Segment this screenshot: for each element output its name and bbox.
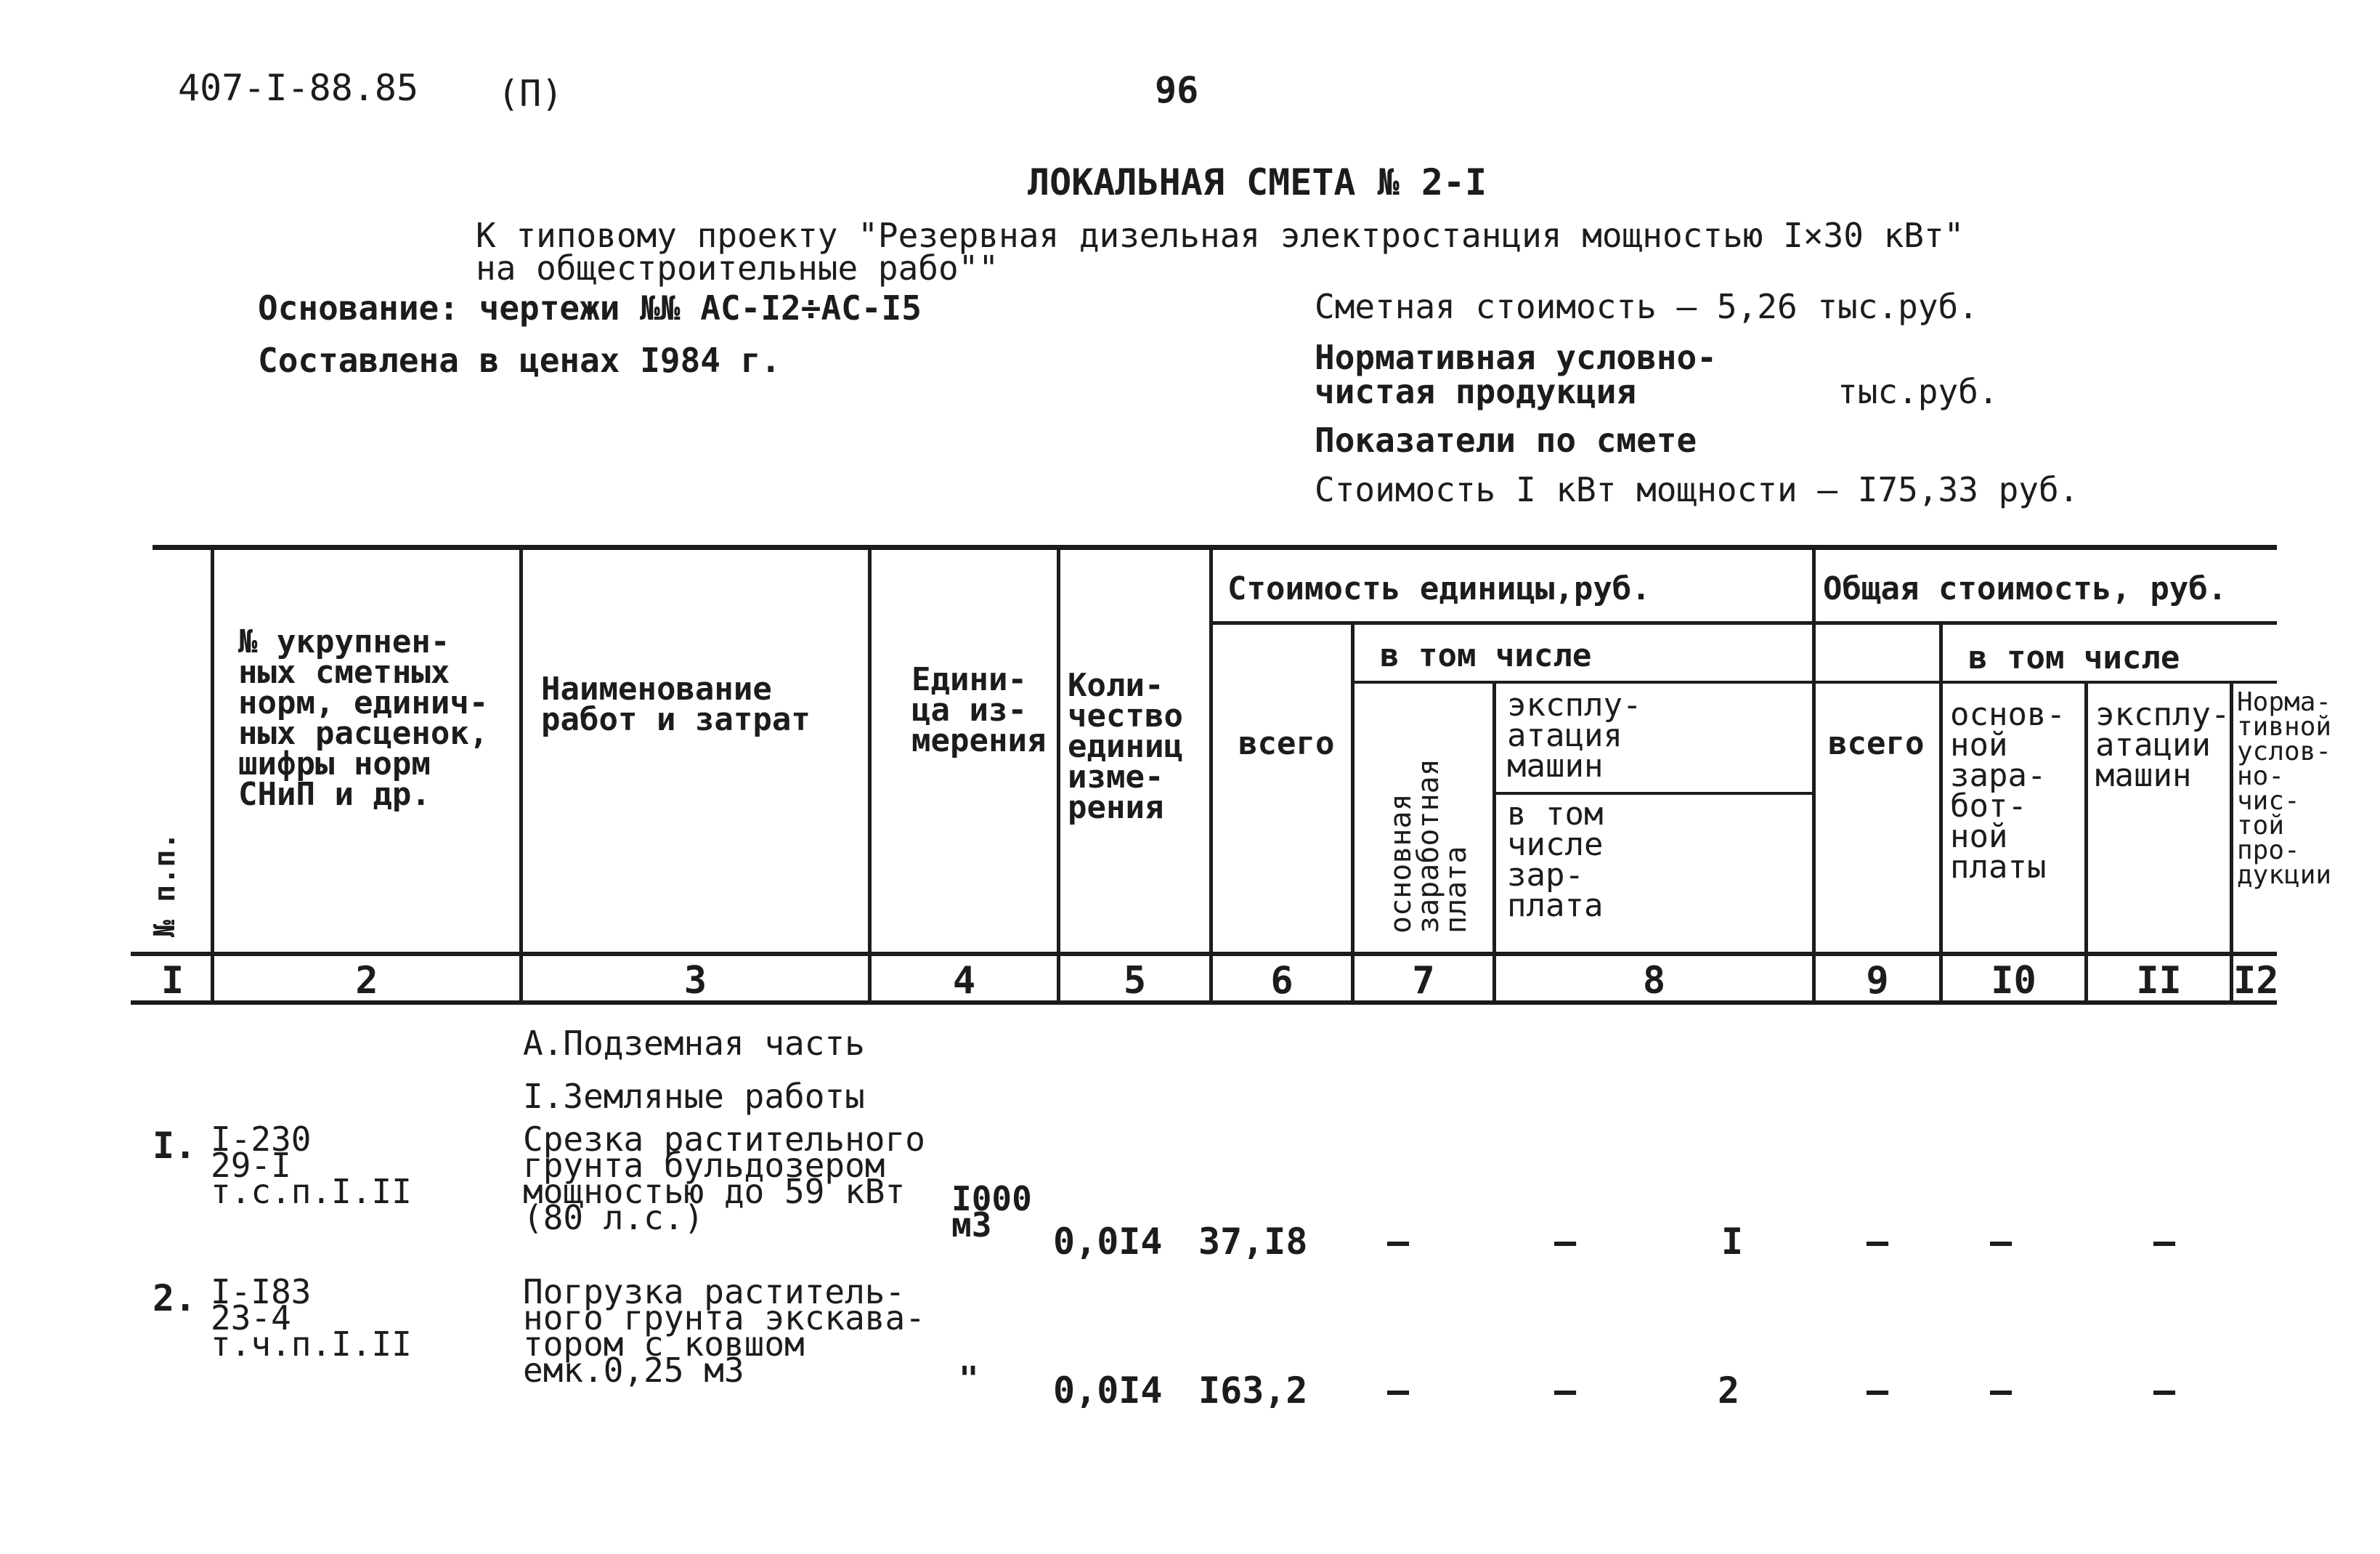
estimate-subtitle-2: на общестроительные рабо"" [476,248,999,288]
row-unit-total: I63,2 [1198,1369,1308,1412]
row-name: Срезка растительного грунта бульдозером мощностью до 59 кВт (80 л.с.) [523,1120,925,1237]
col-code-header: № укрупнен- ных сметных норм, единич- ных расценок, шифры норм СНиП и др. [238,623,489,813]
unit-cost-incl-header: в том числе [1380,637,1592,674]
row-total-machine: – [1990,1369,2013,1412]
row-unit-total: 37,I8 [1198,1221,1308,1263]
vline-4 [1057,545,1060,1003]
vline-3 [868,545,872,1003]
row-normative: – [2153,1369,2176,1412]
total-cost-incl-header: в том числе [1968,639,2180,676]
document-mark: (П) [497,73,564,115]
col-num-1: I [161,959,184,1003]
col-num-9: 9 [1866,959,1889,1003]
incl-rule-2 [1808,681,2277,684]
vline-8 [1812,545,1816,1003]
unit-cost-total-header: всего [1238,725,1335,762]
unit-cost-group-header: Стоимость единицы,руб. [1227,570,1651,607]
col-num-5: 5 [1123,959,1147,1003]
vline-6 [1351,621,1355,1003]
row-machine-op: – [1554,1221,1577,1263]
normative-label-2: чистая продукция [1315,372,1637,411]
col-total-machine-header: эксплу- атации машин [2095,696,2230,794]
row-total-machine: – [1990,1221,2013,1263]
col-unit-header: Едини- ца из- мерения [911,661,1047,759]
table-top-rule [153,545,2277,550]
row-total-base-salary: – [1867,1221,1889,1263]
total-cost-total-header: всего [1828,725,1925,762]
row-quantity: 0,0I4 [1053,1369,1163,1412]
col-num-4: 4 [952,959,976,1003]
col-base-salary-header: основная заработная плата [1384,758,1473,934]
row-base-salary: – [1387,1221,1410,1263]
estimate-subtitle-1: К типовому проекту "Резервная дизельная электростанция мощностью I×30 кВт" [476,216,1965,255]
basis-text: Основание: чертежи №№ АС-I2÷АС-I5 [258,288,922,328]
prices-text: Составлена в ценах I984 г. [258,341,781,380]
col-number-header: № п.п. [148,832,182,937]
cost-per-kw: Стоимость I кВт мощности – I75,33 руб. [1315,470,2079,509]
row-total: 2 [1718,1369,1740,1412]
col-num-3: 3 [683,959,707,1003]
row-number: 2. [153,1277,197,1319]
row-number: I. [153,1125,197,1167]
document-code: 407-I-88.85 [178,67,419,109]
col-num-8: 8 [1642,959,1666,1003]
col-num-10: I0 [1991,959,2036,1003]
section-part: А.Подземная часть [523,1024,865,1063]
vline-11 [2230,683,2233,1003]
row-total: I [1721,1221,1744,1263]
row-unit: I000 м3 [951,1179,1032,1245]
col-machine-salary-header: в том числе зар- плата [1507,796,1604,924]
incl-rule-1 [1351,681,1816,684]
vline-9 [1939,621,1943,1003]
col-machine-operation-header: эксплу- атация машин [1507,687,1642,785]
col-num-11: II [2136,959,2182,1003]
row-normative: – [2153,1221,2176,1263]
row-machine-op: – [1554,1369,1577,1412]
col-total-base-salary-header: основ- ной зара- бот- ной платы [1950,696,2066,886]
row-quantity: 0,0I4 [1053,1221,1163,1263]
total-cost-group-header: Общая стоимость, руб. [1823,570,2227,607]
col-num-6: 6 [1270,959,1293,1003]
normative-unit: тыс.руб. [1837,372,1999,411]
header-bottom-rule [131,952,2277,956]
vline-2 [519,545,523,1003]
vline-1 [211,545,214,1003]
col-normative-header: Норма- тивной услов- но-чис- той про- дукции [2237,687,2332,890]
row-total-base-salary: – [1867,1369,1889,1412]
col-qty-header: Коли- чество единиц изме- рения [1068,667,1183,826]
row-name: Погрузка раститель- ного грунта экскава- тором с ковшом емк.0,25 м3 [523,1272,925,1390]
estimate-title: ЛОКАЛЬНАЯ СМЕТА № 2-I [1028,161,1487,203]
col-num-2: 2 [355,959,378,1003]
normative-label-1: Нормативная условно- [1315,338,1717,377]
estimate-table-header [131,541,2332,1010]
page-number: 96 [1155,69,1199,111]
row-unit: " [959,1359,979,1399]
row-code: I-230 29-I т.с.п.I.II [211,1120,412,1211]
estimated-cost: Сметная стоимость – 5,26 тыс.руб. [1315,287,1978,326]
row-base-salary: – [1387,1369,1410,1412]
col-num-7: 7 [1412,959,1435,1003]
col8-split-rule [1495,792,1814,795]
indicators-label: Показатели по смете [1315,421,1697,460]
section-title: I.Земляные работы [523,1077,865,1116]
vline-5 [1209,545,1213,1003]
col-num-12: I2 [2233,959,2279,1003]
vline-7 [1492,683,1496,1003]
row-code: I-I83 23-4 т.ч.п.I.II [211,1272,412,1364]
vline-10 [2084,683,2088,1003]
col-name-header: Наименование работ и затрат [541,671,811,738]
group-rule [1209,621,2277,625]
